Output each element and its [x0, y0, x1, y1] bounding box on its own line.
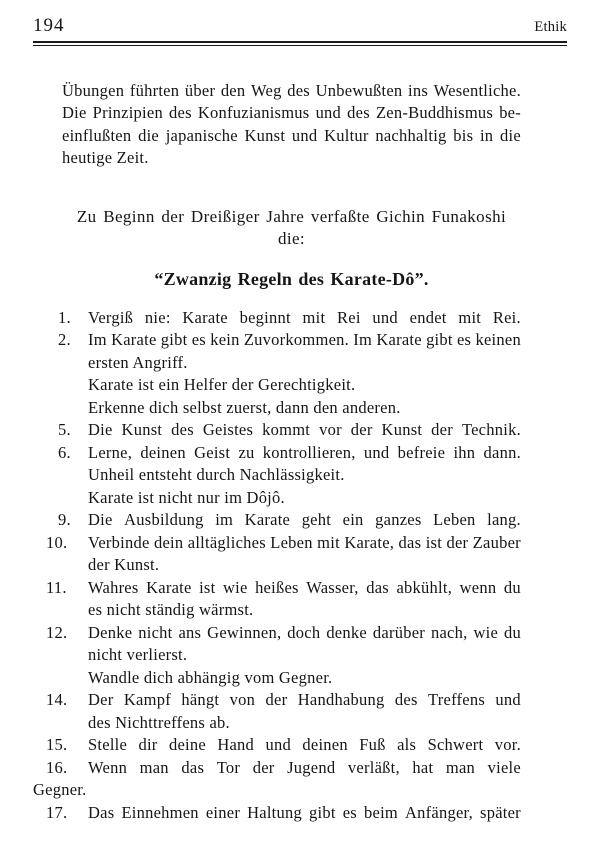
rule-item	[46, 532, 521, 577]
word: des	[347, 103, 370, 122]
word: viele	[487, 757, 521, 777]
rule-line: es nicht ständig wärmst.	[88, 600, 254, 619]
word: Konfuzianismus	[197, 103, 310, 122]
rule-number: 11.	[46, 577, 67, 597]
word: du	[503, 622, 521, 642]
word: man	[445, 757, 476, 777]
rule-line: ersten Angriff.	[88, 352, 188, 372]
word: des	[171, 420, 194, 439]
word: gibt	[426, 330, 453, 349]
word: Geist	[194, 442, 231, 462]
word: Karate,	[344, 532, 395, 552]
word: Rei.	[492, 307, 521, 327]
word: es	[191, 330, 206, 349]
word: Prinzipien	[92, 103, 163, 122]
word: Handhabung	[297, 690, 385, 709]
word: Schwert	[427, 735, 484, 754]
rule-line	[46, 419, 521, 442]
rule-line	[46, 329, 521, 352]
rule-item	[46, 667, 521, 690]
word: Gewinnen,	[207, 622, 282, 642]
word: des	[169, 103, 192, 122]
word: deinen	[140, 442, 186, 462]
word: Fuß	[359, 735, 386, 754]
word: abkühlt,	[396, 577, 453, 597]
rule-item	[46, 397, 521, 420]
intro-line-2: die:	[277, 229, 306, 248]
rule-number: 9.	[58, 510, 71, 529]
word: ist	[425, 532, 443, 552]
paragraph-line	[62, 80, 521, 103]
word: Unbewußten	[315, 80, 403, 100]
word: Jugend	[287, 757, 336, 777]
word: endet	[409, 307, 447, 327]
word: keinen	[475, 330, 521, 349]
word: Karate	[376, 330, 422, 349]
rule-line	[46, 509, 521, 532]
rule-number: 12.	[46, 622, 68, 642]
running-header	[33, 15, 567, 39]
word: Stelle	[88, 735, 128, 754]
word: Im	[88, 330, 107, 349]
rule-item	[46, 509, 521, 532]
rule-item	[46, 419, 521, 442]
word: Anfänger,	[405, 802, 474, 822]
rule-number: 5.	[58, 420, 71, 439]
word: deinen	[302, 735, 348, 754]
word: Kunst	[244, 125, 286, 145]
word: des	[287, 80, 310, 100]
word: Kultur	[324, 125, 369, 145]
rule-line: der Kunst.	[88, 555, 160, 574]
word: den	[220, 80, 246, 100]
word: vor.	[494, 735, 521, 754]
chapter-heading: “Zwanzig Regeln des Karate-Dô”.	[154, 268, 429, 289]
word: der	[431, 420, 453, 439]
word: das	[398, 532, 422, 552]
word: ins	[408, 80, 429, 100]
rule-number: 15.	[46, 735, 68, 754]
word: und	[291, 125, 318, 145]
word: befreie	[397, 442, 446, 462]
word: wie	[473, 622, 499, 642]
word: denke	[326, 622, 367, 642]
paragraph-line: heutige Zeit.	[62, 148, 149, 167]
rule-item	[33, 757, 521, 802]
word: Verbinde	[88, 532, 150, 552]
word: dir	[138, 735, 158, 754]
rule-line: Gegner.	[33, 780, 87, 799]
word: wenn	[459, 577, 497, 597]
rule-number: 16.	[46, 757, 68, 777]
rule-item	[46, 689, 521, 734]
word: japanische	[165, 125, 238, 145]
word: gibt	[160, 330, 188, 349]
word: die	[138, 125, 159, 145]
word: Hand	[217, 735, 255, 754]
word: und	[372, 307, 398, 327]
rule-item	[46, 487, 521, 510]
word: Geistes	[202, 420, 254, 439]
rule-item	[46, 329, 521, 374]
word: Im	[353, 330, 373, 349]
word: man	[139, 757, 169, 777]
word: Technik.	[461, 420, 521, 439]
rule-line	[46, 802, 521, 825]
word: mit	[458, 307, 482, 327]
rule-number: 1.	[58, 307, 71, 327]
rule-line	[46, 442, 521, 465]
rule-line	[46, 532, 521, 555]
word: mit	[302, 307, 326, 327]
word: verläßt,	[347, 757, 400, 777]
word: Einnehmen	[121, 802, 199, 822]
word: Karate	[146, 577, 192, 597]
word: doch	[287, 622, 321, 642]
word: Wasser,	[306, 577, 359, 597]
word: dann.	[483, 442, 521, 462]
rule-line: Wandle dich abhängig vom Gegner.	[88, 667, 333, 687]
word: ist	[199, 577, 216, 597]
word: ihn	[453, 442, 476, 462]
word: vor	[319, 420, 342, 439]
word: Wahres	[88, 577, 139, 597]
word: von	[229, 690, 256, 709]
word: später	[480, 802, 521, 822]
word: kontrollieren,	[262, 442, 356, 462]
paragraph-line	[62, 125, 521, 148]
rule-line	[46, 307, 521, 330]
word: wie	[222, 577, 248, 597]
word: Der	[88, 690, 114, 709]
word: darüber	[372, 622, 426, 642]
rule-item	[46, 622, 521, 667]
word: nach,	[430, 622, 468, 642]
intro-block	[62, 206, 521, 251]
rule-item	[46, 577, 521, 622]
word: Wesentliche.	[433, 80, 521, 100]
word: Die	[62, 103, 87, 122]
word: und	[363, 442, 390, 462]
word: Leben	[433, 510, 476, 529]
word: einer	[205, 802, 241, 822]
rule-number: 6.	[58, 442, 71, 462]
rule-number: 14.	[46, 690, 68, 709]
word: zu	[238, 442, 255, 462]
running-head-title: Ethik	[534, 19, 567, 35]
word: Treffens	[428, 690, 486, 709]
rule-number: 2.	[58, 330, 71, 349]
word: Haltung	[247, 802, 302, 822]
word: ans	[178, 622, 202, 642]
word: Karate	[111, 330, 157, 349]
word: als	[397, 735, 417, 754]
rule-line	[46, 757, 521, 780]
word: alltägliches	[187, 532, 266, 552]
word: gibt	[309, 802, 336, 822]
rule-number: 10.	[46, 532, 68, 552]
word: dein	[153, 532, 184, 552]
intro-line-1: Zu Beginn der Dreißiger Jahre verfaßte Gichin Funakoshi	[76, 206, 507, 226]
rule-line	[46, 622, 521, 645]
word: Zauber	[472, 532, 521, 552]
rule-number: 17.	[46, 802, 68, 822]
word: mit	[317, 532, 340, 552]
word: Zuvorkommen.	[243, 330, 350, 349]
word: deine	[168, 735, 206, 754]
word: Kunst	[121, 420, 163, 439]
word: beim	[364, 802, 398, 822]
word: Zen-Buddhismus	[375, 103, 494, 122]
word: Das	[88, 802, 115, 822]
word: führten	[129, 80, 180, 100]
word: beginnt	[239, 307, 291, 327]
word: es	[456, 330, 472, 349]
word: hat	[412, 757, 434, 777]
rule-item	[46, 802, 521, 825]
word: Rei	[337, 307, 361, 327]
rule-item	[46, 464, 521, 487]
word: Vergiß	[88, 307, 134, 327]
rule-line: Unheil entsteht durch Nachlässigkeit.	[88, 465, 345, 484]
word: Kunst	[381, 420, 423, 439]
rule-line: nicht verlierst.	[88, 645, 188, 664]
word: einflußten	[62, 125, 132, 145]
word: der	[265, 690, 288, 709]
word: in	[479, 125, 494, 145]
word: Übungen	[62, 80, 125, 100]
word: des	[394, 690, 418, 709]
word: geht	[301, 510, 332, 529]
word: Tor	[216, 757, 241, 777]
page-number: 194	[33, 15, 65, 36]
word: Die	[88, 420, 113, 439]
word: bis	[453, 125, 474, 145]
rule-item	[46, 442, 521, 465]
rule-item	[46, 307, 521, 330]
word: hängt	[181, 690, 220, 709]
rule-line	[46, 734, 521, 757]
word: der	[350, 420, 373, 439]
rule-line: des Nichttreffens ab.	[88, 712, 230, 732]
word: Denke	[88, 622, 133, 642]
word: lang.	[487, 510, 521, 529]
word: nicht	[138, 622, 173, 642]
word: Leben	[270, 532, 313, 552]
word: die	[500, 125, 521, 145]
word: kommt	[262, 420, 311, 439]
word: über	[184, 80, 216, 100]
word: es	[342, 802, 357, 822]
word: ganzes	[375, 510, 422, 529]
word: das	[366, 577, 389, 597]
word: Lerne,	[88, 442, 133, 462]
word: im	[215, 510, 234, 529]
rule-item	[46, 374, 521, 397]
rule-line	[46, 689, 521, 712]
word: Ausbildung	[124, 510, 204, 529]
word: du	[503, 577, 521, 597]
rule-line	[46, 577, 521, 600]
word: Kampf	[123, 690, 171, 709]
rule-line: Karate ist ein Helfer der Gerechtigkeit.	[88, 375, 356, 394]
word: nie:	[144, 307, 171, 327]
intro-paragraph	[62, 80, 521, 170]
header-rule	[33, 41, 567, 46]
word: nachhaltig	[375, 125, 447, 145]
word: der	[446, 532, 469, 552]
word: und	[495, 690, 521, 709]
word: kein	[210, 330, 240, 349]
rule-item	[46, 734, 521, 757]
word: das	[181, 757, 205, 777]
word: Weg	[251, 80, 282, 100]
word: und	[265, 735, 291, 754]
rule-line: Erkenne dich selbst zuerst, dann den anderen.	[88, 397, 401, 417]
word: der	[252, 757, 275, 777]
word: Karate	[244, 510, 291, 529]
rules-list	[33, 307, 521, 825]
word: Karate	[182, 307, 228, 327]
word: Wenn	[88, 757, 128, 777]
rule-line: Karate ist nicht nur im Dôjô.	[88, 487, 285, 507]
word: und	[315, 103, 342, 122]
word: heißes	[255, 577, 299, 597]
word: ein	[342, 510, 364, 529]
word: be-	[499, 103, 521, 122]
word: Die	[88, 510, 113, 529]
paragraph-line	[62, 102, 521, 125]
